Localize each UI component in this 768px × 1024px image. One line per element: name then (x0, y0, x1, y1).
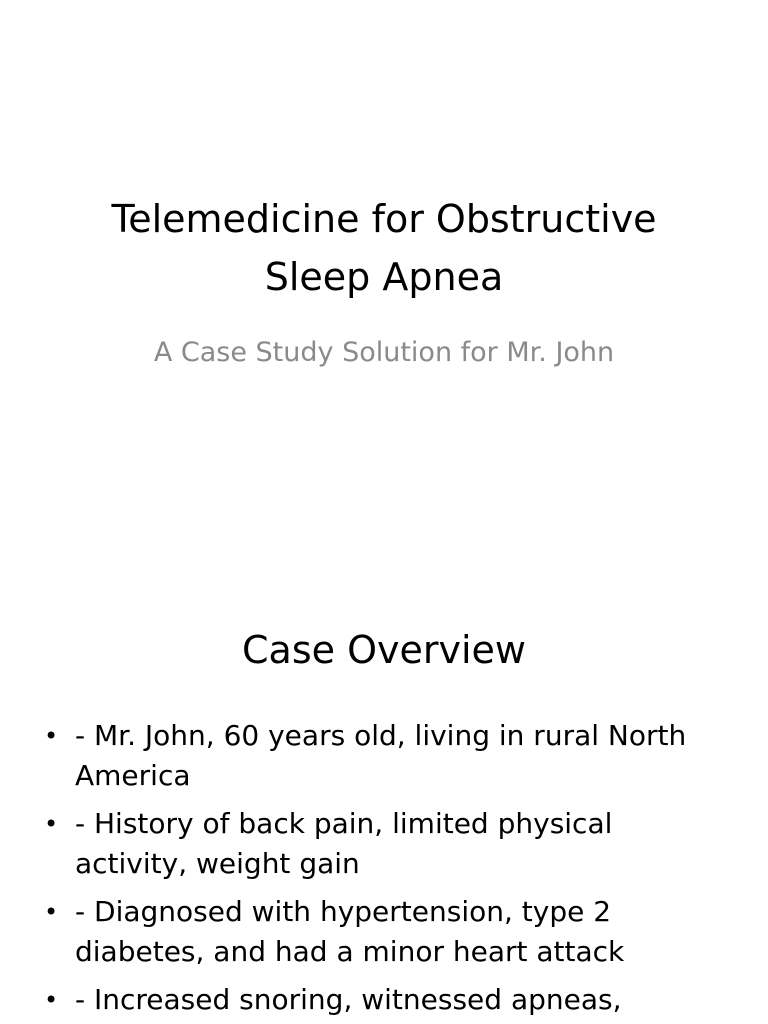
section-title: Case Overview (242, 628, 526, 672)
bullet-text: - Mr. John, 60 years old, living in rural North America (75, 719, 687, 792)
bullet-item (0, 804, 768, 884)
bullet-item (0, 892, 768, 972)
slide-title: Telemedicine for Obstructive Sleep Apnea (111, 197, 657, 299)
bullet-text: - Increased snoring, witnessed apneas, (75, 983, 622, 1016)
bullet-item (0, 980, 768, 1020)
bullet-dot-icon: • (44, 898, 59, 926)
bullet-list (0, 716, 768, 1024)
bullet-dot-icon: • (44, 722, 59, 750)
bullet-item (0, 716, 768, 796)
bullet-text: - History of back pain, limited physical activity, weight gain (75, 807, 613, 880)
case-overview-slide (0, 576, 768, 1024)
bullet-text: - Diagnosed with hypertension, type 2 diabetes, and had a minor heart attack (75, 895, 625, 968)
bullet-dot-icon: • (44, 986, 59, 1014)
bullet-dot-icon: • (44, 810, 59, 838)
slide-subtitle: A Case Study Solution for Mr. John (153, 337, 615, 368)
